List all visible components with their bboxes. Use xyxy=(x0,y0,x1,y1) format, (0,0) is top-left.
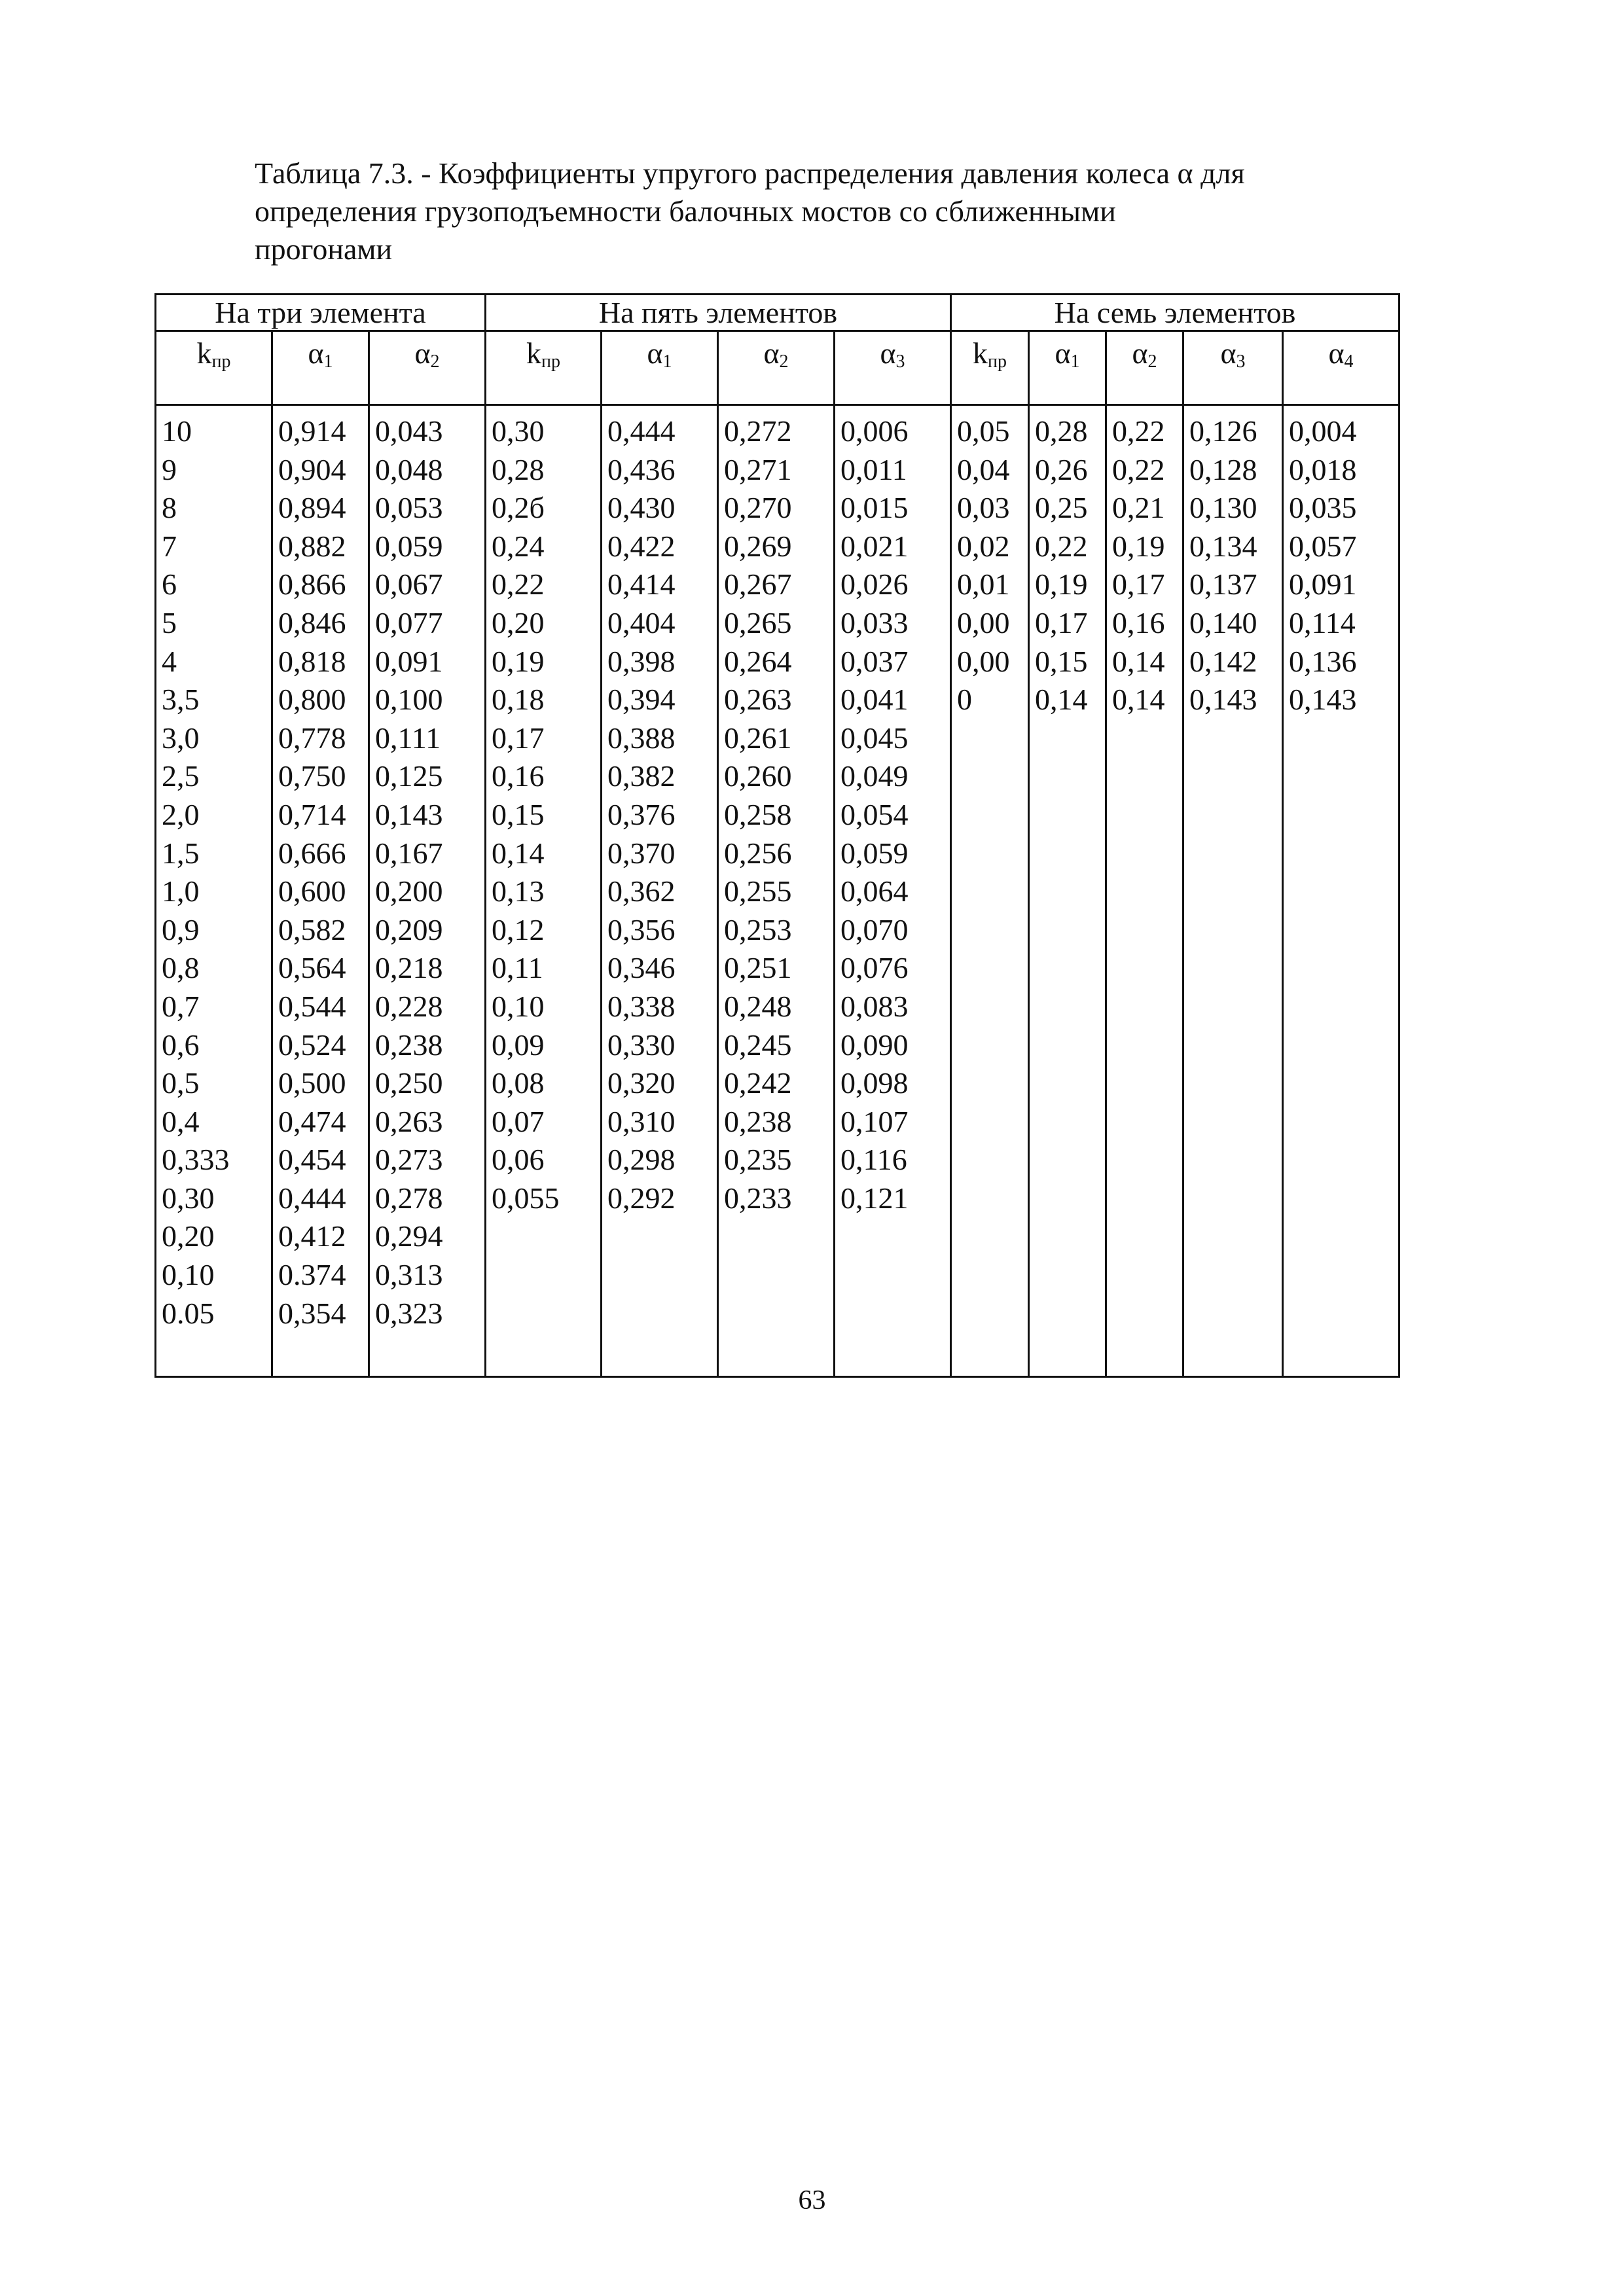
table-cell: 0,278 xyxy=(375,1181,443,1215)
table-cell: 0,233 xyxy=(724,1181,792,1215)
table-cell: 0,245 xyxy=(724,1028,792,1062)
table-cell: 0,054 xyxy=(840,797,909,831)
table-cell: 0,356 xyxy=(607,912,676,946)
table-cell: 0,055 xyxy=(492,1181,560,1215)
table-cell: 0,04 xyxy=(957,452,1010,486)
table-cell: 0,256 xyxy=(724,836,792,870)
table-cell: 0,00 xyxy=(957,644,1010,678)
table-cell: 0,05 xyxy=(957,414,1010,448)
caption-line-1: Таблица 7.3. - Коэффициенты упругого распределения давления колеса α для xyxy=(255,156,1245,190)
table-cell: 0,818 xyxy=(278,644,346,678)
table-cell: 0,125 xyxy=(375,759,443,793)
table-cell: 0,273 xyxy=(375,1143,443,1177)
table-cell: 0,136 xyxy=(1289,644,1357,678)
table-cell: 0,01 xyxy=(957,567,1010,601)
table-cell: 0,394 xyxy=(607,683,676,717)
table-cell: 0,14 xyxy=(492,836,545,870)
table-cell: 0 xyxy=(957,683,972,717)
table-cell: 0,263 xyxy=(375,1104,443,1138)
table-cell: 0,6 xyxy=(162,1028,200,1062)
table-cell: 0,10 xyxy=(162,1258,215,1292)
symbol-subscript: 2 xyxy=(779,351,789,372)
table-cell: 0,02 xyxy=(957,529,1010,563)
column-header-symbol xyxy=(414,336,439,370)
table-cell: 0,076 xyxy=(840,951,909,985)
table-cell: 0,750 xyxy=(278,759,346,793)
table-cell: 0,18 xyxy=(492,683,545,717)
column-values-6 xyxy=(835,405,951,1377)
symbol-base: α xyxy=(308,336,324,370)
table-cell: 0,255 xyxy=(724,874,792,908)
page-number: 63 xyxy=(798,2185,826,2215)
table-cell: 0,004 xyxy=(1289,414,1357,448)
table-cell: 0,904 xyxy=(278,452,346,486)
table-cell: 0,313 xyxy=(375,1258,443,1292)
table-cell: 0,021 xyxy=(840,529,909,563)
table-cell: 0,346 xyxy=(607,951,676,985)
column-values-1 xyxy=(272,405,369,1377)
table-cell: 0,310 xyxy=(607,1104,676,1138)
table-cell: 0,422 xyxy=(607,529,676,563)
symbol-base: α xyxy=(763,336,780,370)
table-cell: 0,242 xyxy=(724,1066,792,1100)
table-cell: 0,10 xyxy=(492,989,545,1023)
table-cell: 0,143 xyxy=(375,797,443,831)
table-cell: 0,24 xyxy=(492,529,545,563)
table-cell: 0,294 xyxy=(375,1219,443,1253)
table-cell: 0,033 xyxy=(840,605,909,639)
caption-line-2: определения грузоподъемности балочных мостов со сближенными xyxy=(255,194,1116,228)
table-cell: 0,090 xyxy=(840,1028,909,1062)
table-cell: 0,778 xyxy=(278,721,346,755)
caption-line-3: прогонами xyxy=(255,232,393,266)
table-cell: 0,600 xyxy=(278,874,346,908)
table-cell: 0,200 xyxy=(375,874,443,908)
table-cell: 0,253 xyxy=(724,912,792,946)
table-cell: 0,250 xyxy=(375,1066,443,1100)
table-cell: 0,06 xyxy=(492,1143,545,1177)
table-cell: 0,19 xyxy=(1112,529,1165,563)
table-cell: 0,077 xyxy=(375,605,443,639)
table-cell: 0,414 xyxy=(607,567,676,601)
column-values-7 xyxy=(951,405,1029,1377)
table-cell: 0,270 xyxy=(724,491,792,525)
column-header-10 xyxy=(1183,331,1283,405)
table-cell: 0,116 xyxy=(840,1143,907,1177)
table-cell: 0,09 xyxy=(492,1028,545,1062)
table-cell: 0,4 xyxy=(162,1104,200,1138)
table-cell: 0,238 xyxy=(375,1028,443,1062)
table-cell: 0,049 xyxy=(840,759,909,793)
table-cell: 0,045 xyxy=(840,721,909,755)
table-cell: 0,015 xyxy=(840,491,909,525)
table-cell: 0,14 xyxy=(1112,644,1165,678)
table-cell: 0,430 xyxy=(607,491,676,525)
column-header-11 xyxy=(1283,331,1399,405)
symbol-subscript: 4 xyxy=(1344,351,1354,372)
column-header-symbol xyxy=(526,336,560,370)
column-header-symbol xyxy=(1055,336,1079,370)
table-cell: 0,064 xyxy=(840,874,909,908)
table-cell: 0,16 xyxy=(492,759,545,793)
table-cell: 0,582 xyxy=(278,912,346,946)
table-cell: 0,167 xyxy=(375,836,443,870)
table-cell: 0,19 xyxy=(1035,567,1088,601)
table-cell: 0,28 xyxy=(492,452,545,486)
coefficients-table xyxy=(154,293,1400,1378)
table-cell: 0,5 xyxy=(162,1066,200,1100)
symbol-base: α xyxy=(1055,336,1071,370)
table-cell: 0,298 xyxy=(607,1143,676,1177)
table-cell: 0,091 xyxy=(1289,567,1357,601)
table-cell: 0,018 xyxy=(1289,452,1357,486)
table-cell: 0,330 xyxy=(607,1028,676,1062)
symbol-base: k xyxy=(196,336,212,370)
table-cell: 0,382 xyxy=(607,759,676,793)
column-values-5 xyxy=(718,405,835,1377)
table-cell: 0,25 xyxy=(1035,491,1088,525)
table-cell: 2,0 xyxy=(162,797,200,831)
table-cell: 0,269 xyxy=(724,529,792,563)
symbol-subscript: 2 xyxy=(1147,351,1157,372)
column-values-0 xyxy=(156,405,272,1377)
table-cell: 0,28 xyxy=(1035,414,1088,448)
table-cell: 0,17 xyxy=(492,721,545,755)
table-cell: 0,011 xyxy=(840,452,907,486)
column-values-2 xyxy=(369,405,486,1377)
table-cell: 0,320 xyxy=(607,1066,676,1100)
table-cell: 0,323 xyxy=(375,1296,443,1330)
table-cell: 0,006 xyxy=(840,414,909,448)
table-cell: 0,267 xyxy=(724,567,792,601)
table-cell: 0,866 xyxy=(278,567,346,601)
column-values-9 xyxy=(1106,405,1183,1377)
table-cell: 0,03 xyxy=(957,491,1010,525)
table-cell: 0,114 xyxy=(1289,605,1356,639)
table-cell: 3,0 xyxy=(162,721,200,755)
table-cell: 0,14 xyxy=(1035,683,1088,717)
table-cell: 0,354 xyxy=(278,1296,346,1330)
column-header-3 xyxy=(486,331,602,405)
table-cell: 0,12 xyxy=(492,912,545,946)
table-cell: 0,235 xyxy=(724,1143,792,1177)
table-cell: 0,053 xyxy=(375,491,443,525)
table-cell: 0,22 xyxy=(1112,452,1165,486)
table-cell: 0,7 xyxy=(162,989,200,1023)
table-cell: 0,128 xyxy=(1189,452,1257,486)
table-cell: 0,894 xyxy=(278,491,346,525)
table-cell: 7 xyxy=(162,529,177,563)
table-cell: 0,091 xyxy=(375,644,443,678)
table-cell: 0,15 xyxy=(492,797,545,831)
column-header-symbol xyxy=(1328,336,1353,370)
column-header-symbol xyxy=(1132,336,1157,370)
table-cell: 0,258 xyxy=(724,797,792,831)
table-cell: 0,544 xyxy=(278,989,346,1023)
table-cell: 0,13 xyxy=(492,874,545,908)
table-cell: 0,20 xyxy=(162,1219,215,1253)
table-cell: 0,17 xyxy=(1035,605,1088,639)
column-header-symbol xyxy=(1220,336,1245,370)
table-cell: 0,265 xyxy=(724,605,792,639)
table-cell: 0,057 xyxy=(1289,529,1357,563)
table-cell: 0,800 xyxy=(278,683,346,717)
table-cell: 0,238 xyxy=(724,1104,792,1138)
table-cell: 0,059 xyxy=(375,529,443,563)
table-cell: 0,126 xyxy=(1189,414,1257,448)
column-header-6 xyxy=(835,331,951,405)
table-cell: 0,140 xyxy=(1189,605,1257,639)
table-cell: 0,292 xyxy=(607,1181,676,1215)
column-header-9 xyxy=(1106,331,1183,405)
table-cell: 0,143 xyxy=(1189,683,1257,717)
table-cell: 0.05 xyxy=(162,1296,215,1330)
table-cell: 0,22 xyxy=(1112,414,1165,448)
table-cell: 4 xyxy=(162,644,177,678)
column-header-symbol xyxy=(647,336,672,370)
table-cell: 0,059 xyxy=(840,836,909,870)
table-cell: 0,17 xyxy=(1112,567,1165,601)
table-cell: 0,524 xyxy=(278,1028,346,1062)
table-cell: 0,271 xyxy=(724,452,792,486)
table-cell: 0.374 xyxy=(278,1258,346,1292)
group-header-three: На три элемента xyxy=(156,295,486,331)
column-header-symbol xyxy=(973,336,1007,370)
table-cell: 0,070 xyxy=(840,912,909,946)
table-cell: 0,130 xyxy=(1189,491,1257,525)
column-header-8 xyxy=(1029,331,1106,405)
column-header-symbol xyxy=(197,336,231,370)
table-cell: 0,067 xyxy=(375,567,443,601)
table-cell: 0,251 xyxy=(724,951,792,985)
table-cell: 9 xyxy=(162,452,177,486)
symbol-base: α xyxy=(1132,336,1148,370)
table-cell: 1,5 xyxy=(162,836,200,870)
table-cell: 0,263 xyxy=(724,683,792,717)
table-cell: 8 xyxy=(162,491,177,525)
column-header-symbol xyxy=(880,336,905,370)
table-cell: 0,22 xyxy=(1035,529,1088,563)
group-header-five: На пять элементов xyxy=(486,295,951,331)
symbol-base: α xyxy=(880,336,896,370)
symbol-subscript: 1 xyxy=(662,351,672,372)
table-cell: 0,08 xyxy=(492,1066,545,1100)
column-values-3 xyxy=(486,405,602,1377)
symbol-subscript: пр xyxy=(988,351,1007,372)
table-cell: 10 xyxy=(162,414,192,448)
column-values-8 xyxy=(1029,405,1106,1377)
table-cell: 0,666 xyxy=(278,836,346,870)
table-cell: 0,338 xyxy=(607,989,676,1023)
table-cell: 0,846 xyxy=(278,605,346,639)
symbol-base: α xyxy=(1328,336,1344,370)
table-cell: 0,11 xyxy=(492,951,543,985)
table-cell: 0,261 xyxy=(724,721,792,755)
table-cell: 0,882 xyxy=(278,529,346,563)
symbol-base: α xyxy=(647,336,663,370)
table-cell: 0,370 xyxy=(607,836,676,870)
table-cell: 0,15 xyxy=(1035,644,1088,678)
table-cell: 0,412 xyxy=(278,1219,346,1253)
table-cell: 0,500 xyxy=(278,1066,346,1100)
symbol-base: α xyxy=(1220,336,1236,370)
table-cell: 0,14 xyxy=(1112,683,1165,717)
table-cell: 0,404 xyxy=(607,605,676,639)
table-cell: 2,5 xyxy=(162,759,200,793)
table-cell: 0,143 xyxy=(1289,683,1357,717)
symbol-base: k xyxy=(973,336,988,370)
symbol-subscript: пр xyxy=(541,351,560,372)
table-cell: 0,26 xyxy=(1035,452,1088,486)
column-header-0 xyxy=(156,331,272,405)
symbol-subscript: 3 xyxy=(895,351,905,372)
table-cell: 0,100 xyxy=(375,683,443,717)
table-cell: 0,30 xyxy=(492,414,545,448)
table-cell: 0,20 xyxy=(492,605,545,639)
table-cell: 0,398 xyxy=(607,644,676,678)
table-cell: 0,264 xyxy=(724,644,792,678)
column-values-11 xyxy=(1283,405,1399,1377)
symbol-subscript: 1 xyxy=(323,351,333,372)
table-cell: 0,121 xyxy=(840,1181,909,1215)
table-caption xyxy=(255,154,1367,268)
table-cell: 0,048 xyxy=(375,452,443,486)
column-header-2 xyxy=(369,331,486,405)
column-values-10 xyxy=(1183,405,1283,1377)
column-values-4 xyxy=(602,405,718,1377)
table-cell: 0,07 xyxy=(492,1104,545,1138)
table-cell: 0,137 xyxy=(1189,567,1257,601)
table-cell: 0,30 xyxy=(162,1181,215,1215)
table-cell: 0,436 xyxy=(607,452,676,486)
column-header-symbol xyxy=(308,336,333,370)
symbol-base: α xyxy=(414,336,431,370)
table-cell: 0,107 xyxy=(840,1104,909,1138)
table-cell: 0,026 xyxy=(840,567,909,601)
table-cell: 0,037 xyxy=(840,644,909,678)
table-cell: 0,16 xyxy=(1112,605,1165,639)
symbol-subscript: 2 xyxy=(430,351,440,372)
symbol-subscript: 1 xyxy=(1070,351,1080,372)
table-cell: 0,362 xyxy=(607,874,676,908)
table-cell: 1,0 xyxy=(162,874,200,908)
table-cell: 0,098 xyxy=(840,1066,909,1100)
table-cell: 0,083 xyxy=(840,989,909,1023)
table-cell: 0,041 xyxy=(840,683,909,717)
table-cell: 0,21 xyxy=(1112,491,1165,525)
table-cell: 6 xyxy=(162,567,177,601)
table-cell: 0,914 xyxy=(278,414,346,448)
table-cell: 0,564 xyxy=(278,951,346,985)
column-header-5 xyxy=(718,331,835,405)
table-cell: 0,8 xyxy=(162,951,200,985)
table-cell: 0,035 xyxy=(1289,491,1357,525)
table-cell: 0,134 xyxy=(1189,529,1257,563)
column-header-7 xyxy=(951,331,1029,405)
table-cell: 0,218 xyxy=(375,951,443,985)
table-cell: 0,142 xyxy=(1189,644,1257,678)
table-cell: 0,9 xyxy=(162,912,200,946)
table-cell: 0,00 xyxy=(957,605,1010,639)
table-cell: 0,19 xyxy=(492,644,545,678)
table-cell: 0,2б xyxy=(492,491,545,525)
table-cell: 0,333 xyxy=(162,1143,230,1177)
group-header-row xyxy=(156,295,1399,331)
column-header-1 xyxy=(272,331,369,405)
table-cell: 0,228 xyxy=(375,989,443,1023)
table-cell: 0,22 xyxy=(492,567,545,601)
table-cell: 0,714 xyxy=(278,797,346,831)
table-cell: 0,260 xyxy=(724,759,792,793)
column-header-row xyxy=(156,331,1399,405)
symbol-subscript: 3 xyxy=(1236,351,1246,372)
column-header-symbol xyxy=(763,336,788,370)
table-cell: 5 xyxy=(162,605,177,639)
table-cell: 0,388 xyxy=(607,721,676,755)
table-cell: 0,444 xyxy=(607,414,676,448)
table-cell: 0,111 xyxy=(375,721,441,755)
table-cell: 3,5 xyxy=(162,683,200,717)
table-cell: 0,272 xyxy=(724,414,792,448)
group-header-seven: На семь элементов xyxy=(951,295,1399,331)
table-cell: 0,376 xyxy=(607,797,676,831)
table-cell: 0,444 xyxy=(278,1181,346,1215)
table-cell: 0,248 xyxy=(724,989,792,1023)
symbol-subscript: пр xyxy=(211,351,231,372)
table-cell: 0,454 xyxy=(278,1143,346,1177)
table-cell: 0,209 xyxy=(375,912,443,946)
table-cell: 0,043 xyxy=(375,414,443,448)
table-cell: 0,474 xyxy=(278,1104,346,1138)
symbol-base: k xyxy=(526,336,541,370)
column-header-4 xyxy=(602,331,718,405)
table-body-row xyxy=(156,405,1399,1377)
